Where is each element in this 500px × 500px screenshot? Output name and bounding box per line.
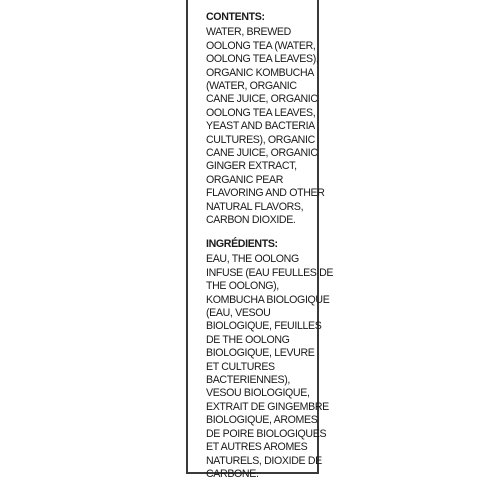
contents-line: (WATER, ORGANIC bbox=[206, 80, 297, 93]
ingredients-line: INFUSE (EAU FEULLES DE bbox=[206, 266, 334, 279]
contents-line: WATER, BREWED bbox=[206, 26, 291, 39]
ingredients-line: BIOLOGIQUE, AROMES bbox=[206, 414, 318, 427]
contents-line: NATURAL FLAVORS, bbox=[206, 200, 304, 213]
contents-line: YEAST AND BACTERIA bbox=[206, 120, 315, 133]
ingredients-line: VESOU BIOLOGIQUE, bbox=[206, 387, 310, 400]
contents-line: ORGANIC KOMBUCHA bbox=[206, 66, 314, 79]
contents-line: CARBON DIOXIDE. bbox=[206, 214, 296, 227]
contents-line: OOLONG TEA LEAVES), bbox=[206, 53, 319, 66]
ingredients-list bbox=[206, 253, 334, 481]
ingredients-line: ET CULTURES bbox=[206, 360, 275, 373]
ingredients-line: BIOLOGIQUE, FEUILLES bbox=[206, 320, 322, 333]
ingredients-line: BACTERIENNES), bbox=[206, 374, 290, 387]
contents-line: ORGANIC PEAR bbox=[206, 173, 284, 186]
contents-line: OOLONG TEA (WATER, bbox=[206, 39, 316, 52]
ingredients-line: DE POIRE BIOLOGIQUES bbox=[206, 427, 327, 440]
ingredients-section bbox=[206, 238, 334, 481]
ingredients-line: KOMBUCHA BIOLOGIQUE bbox=[206, 293, 330, 306]
ingredients-line: THE OOLONG), bbox=[206, 280, 279, 293]
contents-line: CULTURES), ORGANIC bbox=[206, 133, 315, 146]
ingredients-line: ET AUTRES AROMES bbox=[206, 441, 308, 454]
contents-heading: CONTENTS: bbox=[206, 11, 265, 23]
ingredients-line: NATURELS, DIOXIDE DE bbox=[206, 454, 322, 467]
ingredients-heading: INGRÉDIENTS: bbox=[206, 238, 278, 250]
ingredients-line: BIOLOGIQUE, LEVURE bbox=[206, 347, 315, 360]
ingredients-line: EAU, THE OOLONG bbox=[206, 253, 299, 266]
contents-line: OOLONG TEA LEAVES, bbox=[206, 106, 316, 119]
contents-line: CANE JUICE, ORGANIC bbox=[206, 147, 318, 160]
contents-line: FLAVORING AND OTHER bbox=[206, 187, 325, 200]
contents-section bbox=[206, 11, 325, 228]
ingredients-line: (EAU, VESOU bbox=[206, 307, 271, 320]
contents-line: CANE JUICE, ORGANIC bbox=[206, 93, 318, 106]
contents-line: GINGER EXTRACT, bbox=[206, 160, 297, 173]
ingredients-line: EXTRAIT DE GINGEMBRE bbox=[206, 400, 329, 413]
ingredients-line: CARBONE. bbox=[206, 467, 259, 480]
ingredients-line: DE THE OOLONG bbox=[206, 333, 290, 346]
contents-list bbox=[206, 26, 325, 227]
